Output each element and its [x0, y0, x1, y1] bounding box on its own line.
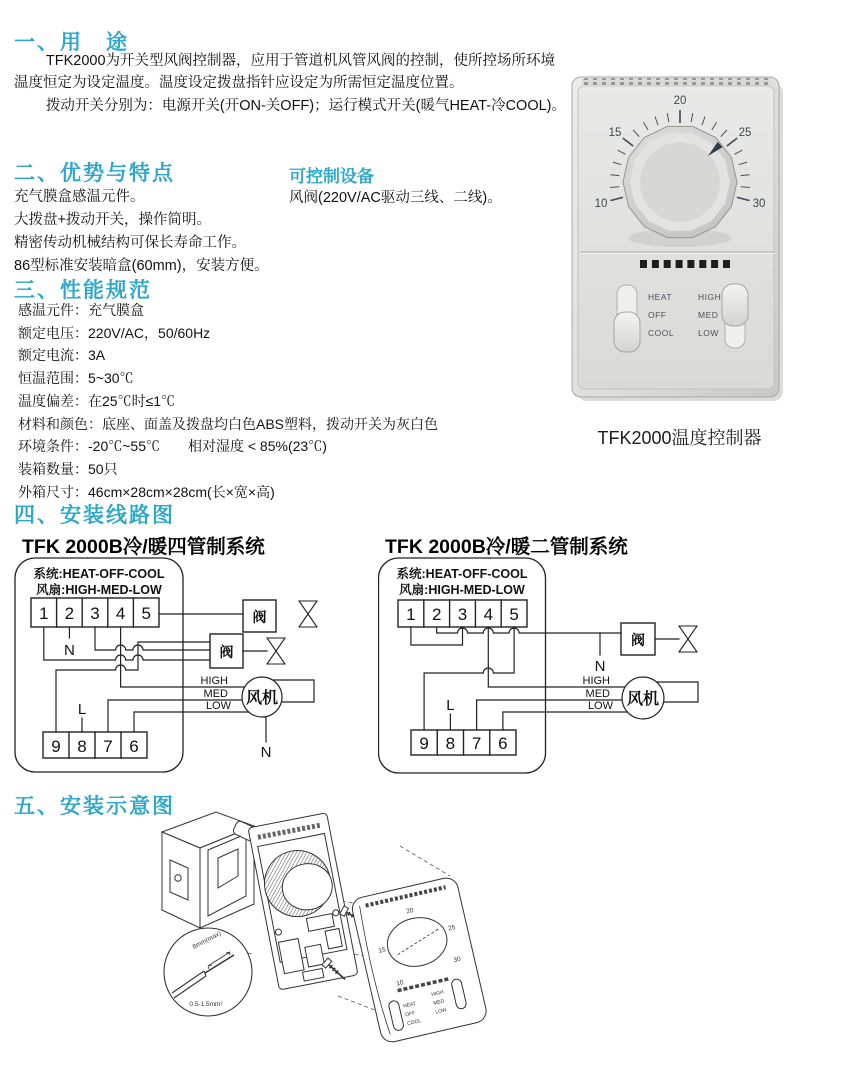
valve-1 [243, 600, 276, 632]
valve-symbol-1 [299, 601, 317, 627]
section-features-heading: 二、优势与特点 [14, 162, 175, 185]
dial-number-15: 15 [608, 127, 622, 139]
spec-row: 额定电压：220V/AC，50/60Hz [18, 324, 211, 341]
fan-switch-knob[interactable] [722, 284, 748, 326]
dial-number-25: 25 [738, 127, 752, 139]
mode-label-heat: HEAT [648, 292, 673, 302]
wiring-title-two-pipe: TFK 2000B冷/暖二管制系统 [385, 536, 628, 558]
spec-row: 感温元件：充气膜盒 [18, 302, 144, 318]
terminal-2: 2 [431, 605, 442, 624]
terminal-5: 5 [509, 605, 519, 624]
speed-high: HIGH [200, 675, 228, 687]
cover-number-10: 10 [395, 979, 405, 988]
terminal-6: 6 [498, 734, 508, 753]
dial-number-20: 20 [673, 95, 687, 107]
speed-labels [583, 675, 614, 712]
speed-med: MED [203, 688, 228, 700]
cover-label-high: HIGH [430, 989, 445, 999]
valve-1-label: 阀 [252, 609, 267, 625]
cover-number-25: 25 [447, 924, 457, 933]
mechanism-base [248, 813, 358, 990]
neutral-label: N [594, 658, 606, 675]
speed-labels [201, 675, 232, 712]
terminal-5: 5 [141, 604, 151, 623]
section-install-heading: 五、安装示意图 [14, 795, 175, 818]
dial-number-10: 10 [594, 198, 608, 210]
wire-strip-callout [164, 928, 252, 1016]
cover-number-30: 30 [452, 955, 462, 965]
strip-length-label: 8mm(max) [191, 930, 223, 951]
spec-row: 恒温范围：5~30℃ [18, 370, 134, 387]
cover-label-heat: HEAT [402, 1000, 417, 1010]
fan-switch[interactable] [722, 284, 748, 348]
junction-box [162, 812, 262, 928]
terminal-4: 4 [483, 605, 494, 624]
cover-number-15: 15 [377, 946, 387, 955]
usage-paragraphs [14, 51, 566, 120]
fan-label-med: MED [698, 310, 719, 320]
terminal-9: 9 [51, 737, 61, 756]
usage-para-1: TFK2000为开关型风阀控制器，应用于管道机风管风阀的控制，使所控场所环境温度恒定为设定温度。温度设定拨盘指针应设定为所需恒定温度位置。 [14, 53, 556, 91]
valve-2 [210, 634, 267, 668]
section-usage-heading: 一、用 途 [14, 31, 129, 54]
spec-row: 外箱尺寸：46cm×28cm×28cm(长×宽×高) [18, 483, 275, 500]
dial-number-30: 30 [752, 198, 766, 210]
feature-item: 86型标准安装暗盒(60mm)，安装方便。 [14, 258, 269, 274]
product-caption: TFK2000温度控制器 [597, 428, 762, 448]
speed-low: LOW [205, 700, 231, 712]
fan-line: 风扇:HIGH-MED-LOW [36, 583, 162, 597]
feature-item: 充气膜盒感温元件。 [14, 189, 145, 205]
spec-list [18, 299, 563, 503]
terminal-9: 9 [419, 734, 429, 753]
fan-line: 风扇:HIGH-MED-LOW [399, 583, 525, 597]
terminal-2: 2 [64, 604, 75, 623]
controllable-heading: 可控制设备 [289, 167, 374, 186]
fan-label-high: HIGH [698, 292, 722, 302]
valve-label: 阀 [631, 632, 645, 648]
fan-motor [622, 677, 664, 719]
cover-label-cool: COOL [406, 1018, 422, 1028]
wiring-diagram-two-pipe [378, 556, 708, 776]
system-line: 系统:HEAT-OFF-COOL [396, 567, 528, 581]
cover-number-20: 20 [405, 907, 415, 916]
terminal-1: 1 [406, 605, 416, 624]
system-line: 系统:HEAT-OFF-COOL [33, 567, 165, 581]
controllable-body: 风阀(220V/AC驱动三线、二线)。 [289, 190, 502, 206]
fan-switch-labels [698, 292, 721, 338]
cover-label-med: MED [432, 998, 446, 1007]
section-wiring-heading: 四、安装线路图 [14, 504, 175, 527]
spec-row: 温度偏差：在25℃时≤1℃ [18, 392, 176, 409]
wiring-diagram-four-pipe [14, 556, 344, 776]
mode-label-cool: COOL [648, 328, 675, 338]
fan-neutral-label: N [260, 744, 272, 761]
valve-symbol [679, 626, 697, 652]
wiring-title-four-pipe: TFK 2000B冷/暖四管制系统 [22, 536, 265, 558]
live-label: L [77, 701, 87, 718]
terminal-8: 8 [445, 734, 456, 753]
neutral-label: N [63, 642, 75, 659]
terminal-3: 3 [457, 605, 468, 624]
spec-row: 额定电流：3A [18, 347, 106, 364]
installation-exploded-view [148, 800, 493, 1065]
spec-row: 环境条件：-20℃~55℃ 相对湿度 < 85%(23℃) [18, 438, 327, 455]
mode-switch[interactable] [614, 285, 640, 352]
terminal-8: 8 [77, 737, 87, 756]
fan-label-low: LOW [698, 328, 719, 338]
spec-row: 装箱数量：50只 [18, 460, 118, 477]
usage-para-2: 拨动开关分别为：电源开关(开ON-关OFF)；运行模式开关(暖气HEAT-冷COOL)。 [45, 98, 566, 114]
section-specs-heading: 三、性能规范 [14, 279, 152, 302]
spec-row: 材料和颜色：底座、面盖及拨盘均白色ABS塑料，拨动开关为灰白色 [18, 415, 439, 432]
vent-teeth-strip [582, 78, 770, 85]
terminal-1: 1 [39, 604, 49, 623]
valve [621, 623, 655, 655]
front-cover [350, 876, 489, 1045]
live-label: L [446, 697, 455, 714]
terminal-6: 6 [129, 737, 139, 756]
speed-med: MED [585, 688, 610, 700]
fan-motor-label: 风机 [626, 691, 660, 708]
product-photo [570, 75, 785, 405]
mode-switch-knob[interactable] [614, 312, 640, 352]
terminal-numbers-top [406, 605, 519, 624]
wires [44, 614, 314, 742]
feature-list [14, 186, 284, 278]
valve-2-label: 阀 [219, 644, 234, 660]
speed-low: LOW [587, 700, 613, 712]
terminal-numbers-top [39, 604, 151, 623]
fan-motor-label: 风机 [245, 690, 279, 707]
terminal-7: 7 [471, 734, 482, 753]
cover-label-off: OFF [404, 1010, 416, 1019]
terminal-3: 3 [90, 604, 100, 623]
feature-item: 精密传动机械结构可保长寿命工作。 [14, 235, 246, 251]
feature-item: 大拨盘+拨动开关，操作简明。 [14, 212, 211, 228]
terminal-7: 7 [103, 737, 113, 756]
terminal-4: 4 [115, 604, 126, 623]
mode-label-off: OFF [648, 310, 667, 320]
speed-high: HIGH [582, 675, 610, 687]
cover-label-low: LOW [434, 1007, 448, 1016]
fan-motor [242, 677, 282, 717]
wire-area-label: 0.5-1.5mm² [189, 1001, 223, 1008]
valve-symbol-2 [267, 638, 285, 664]
